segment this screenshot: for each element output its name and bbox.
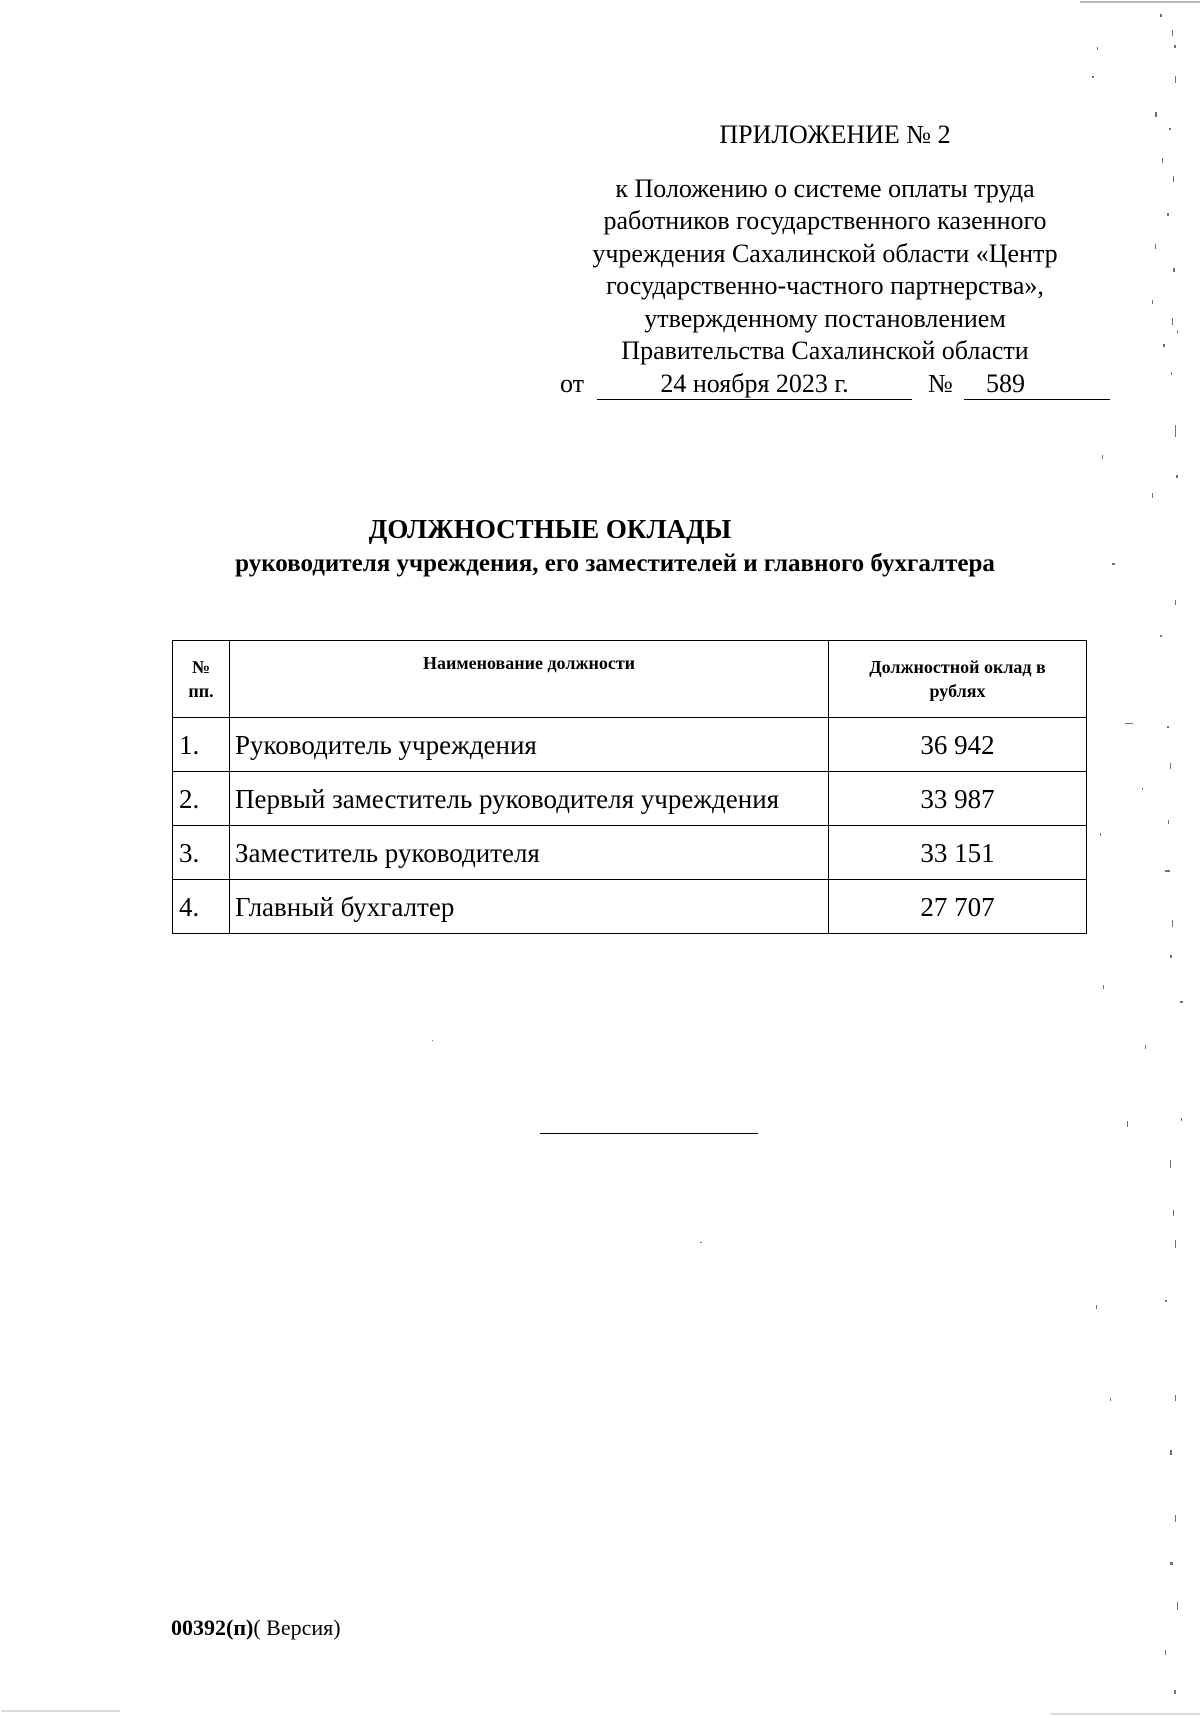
row-salary: 33 987 (829, 772, 1087, 826)
appendix-reference (565, 173, 1085, 367)
appendix-line: учреждения Сахалинской области «Центр (592, 238, 1058, 268)
appendix-line: к Положению о системе оплаты труда (615, 174, 1035, 203)
end-of-document-rule (540, 1133, 758, 1134)
resolution-number: 589 (986, 369, 1025, 398)
table-row (173, 718, 1087, 772)
table-row (173, 826, 1087, 880)
appendix-line: Правительства Сахалинской области (621, 336, 1029, 366)
number-sign: № (928, 369, 953, 398)
header-position: Наименование должности (230, 641, 829, 718)
table-row (173, 880, 1087, 934)
resolution-number-field (964, 369, 1110, 400)
row-position: Руководитель учреждения (230, 718, 829, 772)
row-number: 2. (173, 772, 230, 826)
header-salary-line: рублях (929, 681, 986, 701)
row-salary: 27 707 (829, 880, 1087, 934)
row-number: 1. (173, 718, 230, 772)
header-salary (829, 641, 1087, 718)
row-position: Главный бухгалтер (230, 880, 829, 934)
appendix-line: работников государственного казенного (603, 206, 1047, 236)
header-number (173, 641, 230, 718)
resolution-date-line (560, 369, 1110, 403)
salary-table (172, 640, 1087, 934)
table-row (173, 772, 1087, 826)
appendix-title: ПРИЛОЖЕНИЕ № 2 (719, 120, 951, 149)
row-salary: 33 151 (829, 826, 1087, 880)
document-code: 00392(п) (171, 1615, 254, 1640)
header-number-line: пп. (188, 681, 214, 701)
row-number: 3. (173, 826, 230, 880)
document-version: ( Версия) (253, 1615, 341, 1640)
document-title: ДОЛЖНОСТНЫЕ ОКЛАДЫ (368, 514, 732, 544)
appendix-line: утвержденному постановлением (644, 303, 1006, 333)
date-prefix: от (560, 369, 585, 398)
resolution-date: 24 ноября 2023 г. (597, 369, 912, 400)
row-position: Заместитель руководителя (230, 826, 829, 880)
header-salary-line: Должностной оклад в (869, 657, 1046, 677)
header-number-line: № (191, 657, 211, 677)
document-footer (171, 1615, 341, 1641)
row-position: Первый заместитель руководителя учреждения (230, 772, 829, 826)
row-salary: 36 942 (829, 718, 1087, 772)
row-number: 4. (173, 880, 230, 934)
table-header-row (173, 641, 1087, 718)
appendix-line: государственно-частного партнерства», (606, 271, 1044, 301)
document-subtitle: руководителя учреждения, его заместителей и главного бухгалтера (235, 550, 995, 577)
